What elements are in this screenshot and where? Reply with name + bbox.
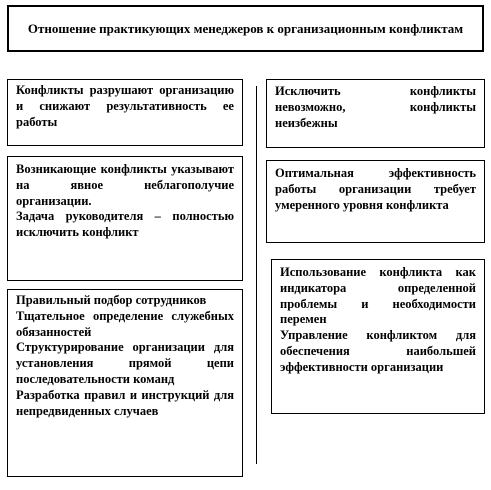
right-box-3-line-1: Использование конфликта как индикатора определенной проблемы и необходимости перемен	[280, 265, 476, 327]
right-box-2-text: Оптимальная эффективность работы организации требует умеренного уровня конфликта	[275, 166, 476, 212]
left-box-eliminate	[7, 156, 243, 281]
left-box-3-line-2: Тщательное определение служебных обязанностей	[16, 308, 234, 339]
right-box-inevitable	[266, 79, 485, 148]
left-box-destructive	[7, 79, 243, 146]
diagram-title: Отношение практикующих менеджеров к организационным конфликтам	[27, 21, 464, 36]
left-box-measures	[7, 289, 243, 477]
right-box-optimal	[266, 160, 485, 243]
title-box	[7, 5, 484, 52]
column-divider	[256, 86, 257, 464]
left-box-1-text: Конфликты разрушают организацию и снижают результативность ее работы	[16, 83, 234, 129]
right-box-3-line-2: Управление конфликтом для обеспечения наибольшей эффективности организации	[280, 328, 476, 374]
left-box-2-line-2: Задача руководителя – полностью исключить конфликт	[16, 209, 234, 240]
left-box-2-line-1: Возникающие конфликты указывают на явное неблагополучие организации.	[16, 162, 234, 208]
left-box-3-line-4: Разработка правил и инструкций для непредвиденных случаев	[16, 387, 234, 418]
left-box-3-line-1: Правильный подбор сотрудников	[16, 293, 207, 307]
right-box-1-text: Исключить конфликты невозможно, конфликты неизбежны	[275, 84, 476, 130]
right-box-usage	[271, 259, 485, 414]
left-box-3-line-3: Структурирование организации для установления прямой цепи последовательности команд	[16, 340, 234, 386]
